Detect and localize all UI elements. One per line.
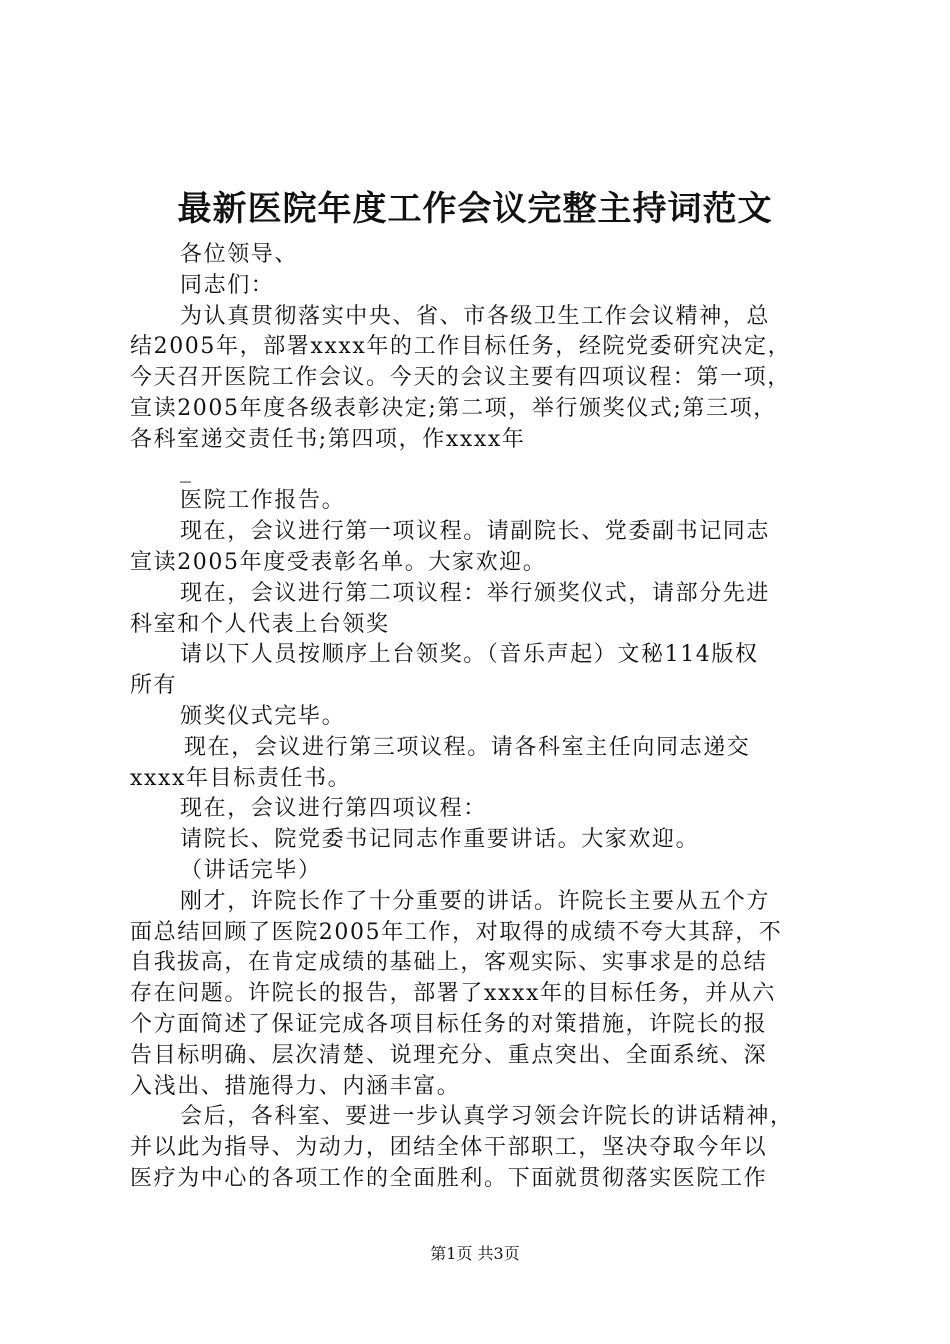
text-line: 自我拔高，在肯定成绩的基础上，客观实际、实事求是的总结	[130, 950, 768, 976]
document-title: 最新医院年度工作会议完整主持词范文	[177, 189, 773, 229]
text-line: 宣读2005年度各级表彰决定;第二项，举行颁奖仪式;第三项，	[130, 395, 777, 421]
text-line: 为认真贯彻落实中央、省、市各级卫生工作会议精神，总	[180, 303, 771, 329]
text-line: 今天召开医院工作会议。今天的会议主要有四项议程：第一项，	[130, 365, 791, 391]
text-line: 个方面简述了保证完成各项目标任务的对策措施，许院长的报	[130, 1011, 768, 1037]
text-line: 结2005年，部署xxxx年的工作目标任务，经院党委研究决定，	[130, 334, 792, 360]
text-line: 现在，会议进行第一项议程。请副院长、党委副书记同志	[180, 519, 771, 545]
text-line: 并以此为指导、为动力，团结全体干部职工，坚决夺取今年以	[130, 1135, 768, 1161]
text-line: 现在，会议进行第三项议程。请各科室主任向同志递交	[184, 734, 751, 760]
text-line: 现在，会议进行第二项议程：举行颁奖仪式，请部分先进	[180, 580, 771, 606]
text-line: 宣读2005年度受表彰名单。大家欢迎。	[130, 549, 547, 575]
text-line: 刚才，许院长作了十分重要的讲话。许院长主要从五个方	[180, 888, 771, 914]
text-line: 面总结回顾了医院2005年工作，对取得的成绩不夸大其辞，不	[130, 919, 783, 945]
text-line: 医疗为中心的各项工作的全面胜利。下面就贯彻落实医院工作	[130, 1165, 768, 1191]
text-line: 会后，各科室、要进一步认真学习领会许院长的讲话精神，	[180, 1104, 794, 1130]
text-line: _	[180, 457, 193, 483]
text-line: 各科室递交责任书;第四项，作xxxx年	[130, 426, 526, 452]
text-line: 入浅出、措施得力、内涵丰富。	[130, 1073, 461, 1099]
page-number-footer: 第1页 共3页	[430, 1244, 520, 1263]
text-line: 请院长、院党委书记同志作重要讲话。大家欢迎。	[180, 827, 700, 853]
text-line: （讲话完毕）	[180, 857, 322, 883]
document-body	[130, 240, 835, 1195]
text-line: 医院工作报告。	[180, 488, 346, 514]
text-line: 同志们：	[180, 272, 275, 298]
text-line: 所有	[130, 673, 178, 699]
text-line: 各位领导、	[180, 242, 299, 267]
text-line: 告目标明确、层次清楚、说理充分、重点突出、全面系统、深	[130, 1042, 768, 1068]
text-line: 颁奖仪式完毕。	[180, 703, 346, 729]
text-line: 现在，会议进行第四项议程：	[180, 796, 487, 822]
text-line: 请以下人员按顺序上台领奖。（音乐声起）文秘114版权	[180, 642, 759, 668]
text-line: 科室和个人代表上台领奖	[130, 611, 390, 637]
text-line: 存在问题。许院长的报告，部署了xxxx年的目标任务，并从六	[130, 981, 777, 1007]
text-line: xxxx年目标责任书。	[130, 765, 352, 791]
